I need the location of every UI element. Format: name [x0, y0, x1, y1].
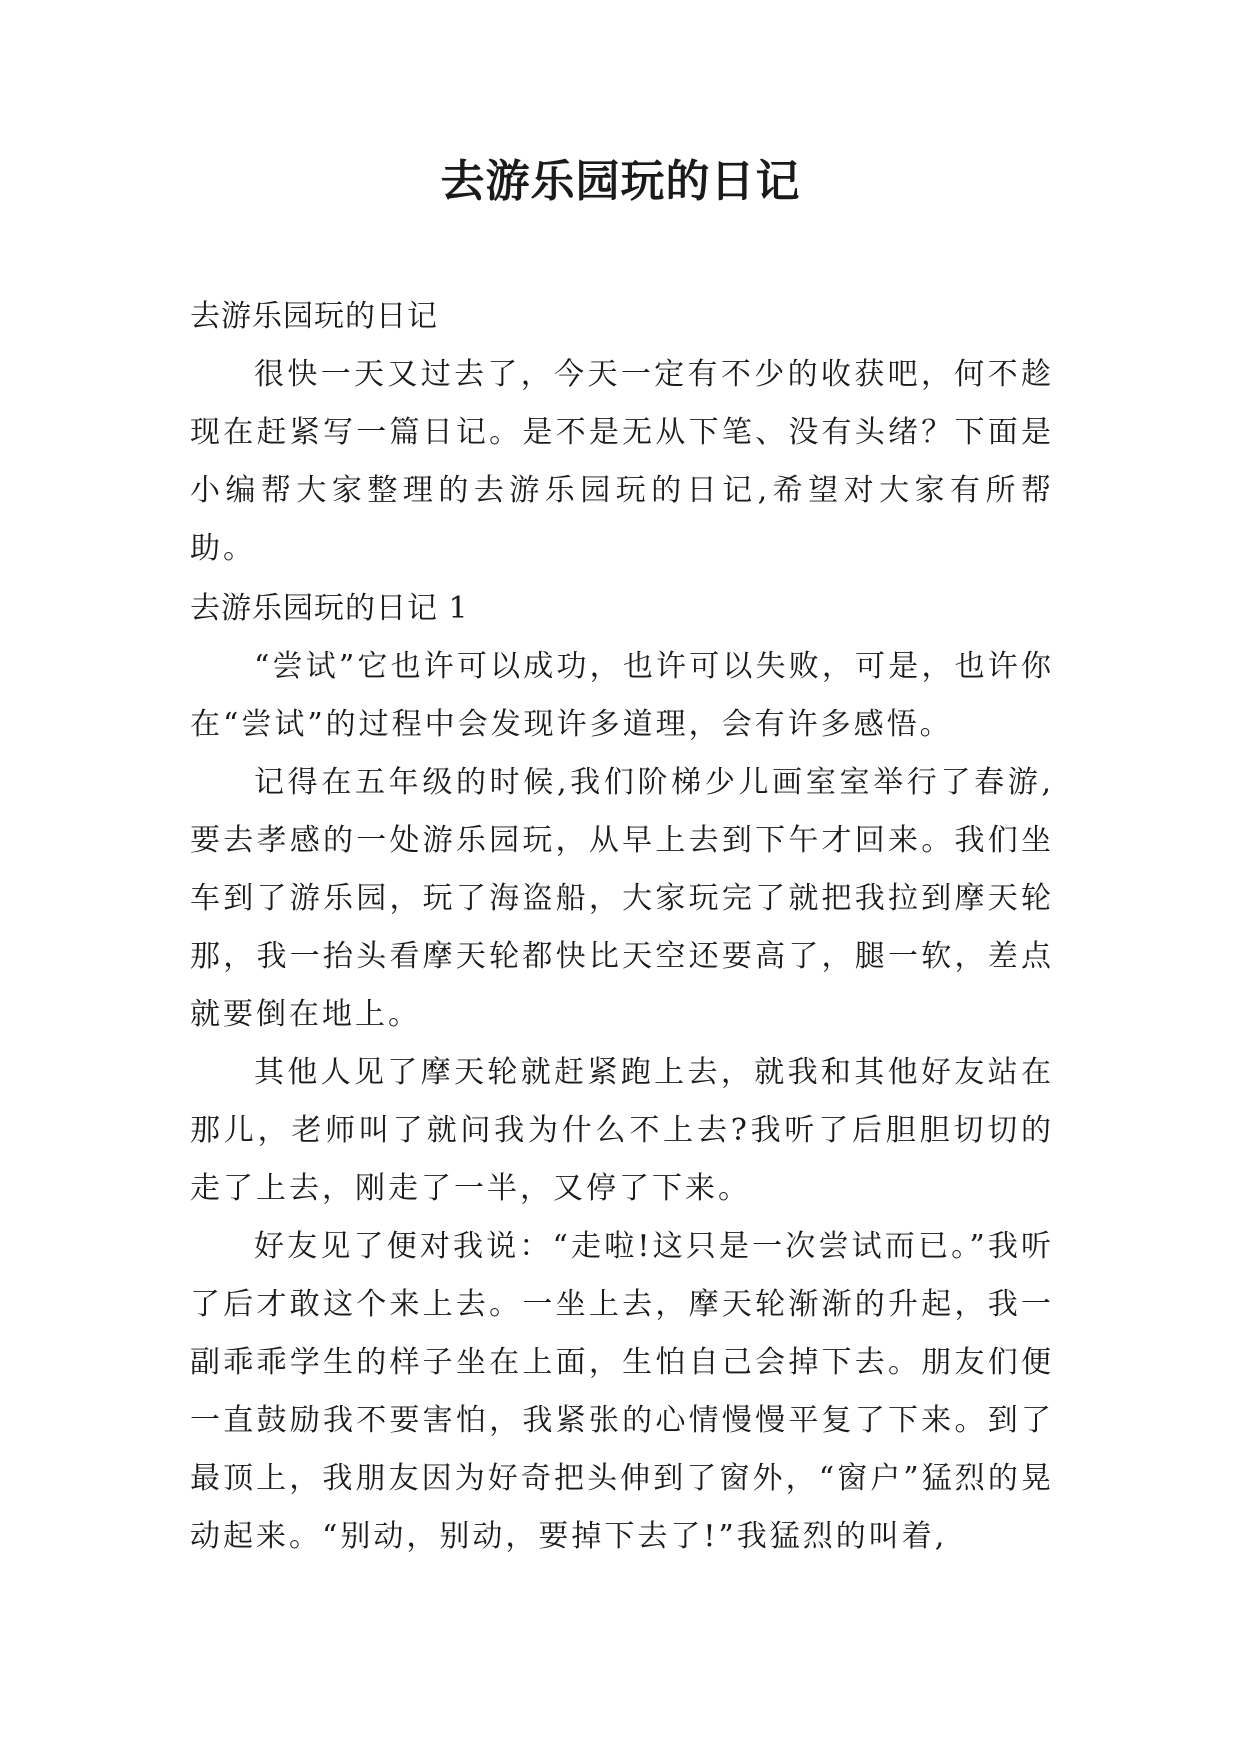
section1-paragraph-4: 好友见了便对我说：“走啦!这只是一次尝试而已。”我听了后才敢这个来上去。一坐上去，摩天轮渐渐的升起，我一副乖乖学生的样子坐在上面，生怕自己会掉下去。朋友们便一直鼓励我不要害怕，我紧张的心情慢慢平复了下来。到了最顶上，我朋友因为好奇把头伸到了窗外，“窗户”猛烈的晃动起来。“别动，别动，要掉下去了!”我猛烈的叫着, — [190, 1229, 1054, 1554]
section1-paragraph-1: “尝试”它也许可以成功，也许可以失败，可是，也许你在“尝试”的过程中会发现许多道理，会有许多感悟。 — [190, 649, 1054, 742]
section1-paragraph-3: 其他人见了摩天轮就赶紧跑上去，就我和其他好友站在那儿，老师叫了就问我为什么不上去?我听了后胆胆切切的走了上去，刚走了一半，又停了下来。 — [190, 1055, 1054, 1206]
intro-heading: 去游乐园玩的日记 — [190, 299, 438, 334]
document-title: 去游乐园玩的日记 — [440, 156, 801, 207]
section1-paragraph-2: 记得在五年级的时候,我们阶梯少儿画室室举行了春游,要去孝感的一处游乐园玩，从早上去到下午才回来。我们坐车到了游乐园，玩了海盗船，大家玩完了就把我拉到摩天轮那，我一抬头看摩天轮都快比天空还要高了，腿一软，差点就要倒在地上。 — [190, 765, 1054, 1032]
intro-paragraph: 很快一天又过去了，今天一定有不少的收获吧，何不趁现在赶紧写一篇日记。是不是无从下笔、没有头绪？下面是小编帮大家整理的去游乐园玩的日记,希望对大家有所帮助。 — [190, 357, 1054, 566]
section1-heading: 去游乐园玩的日记 1 — [190, 591, 469, 626]
